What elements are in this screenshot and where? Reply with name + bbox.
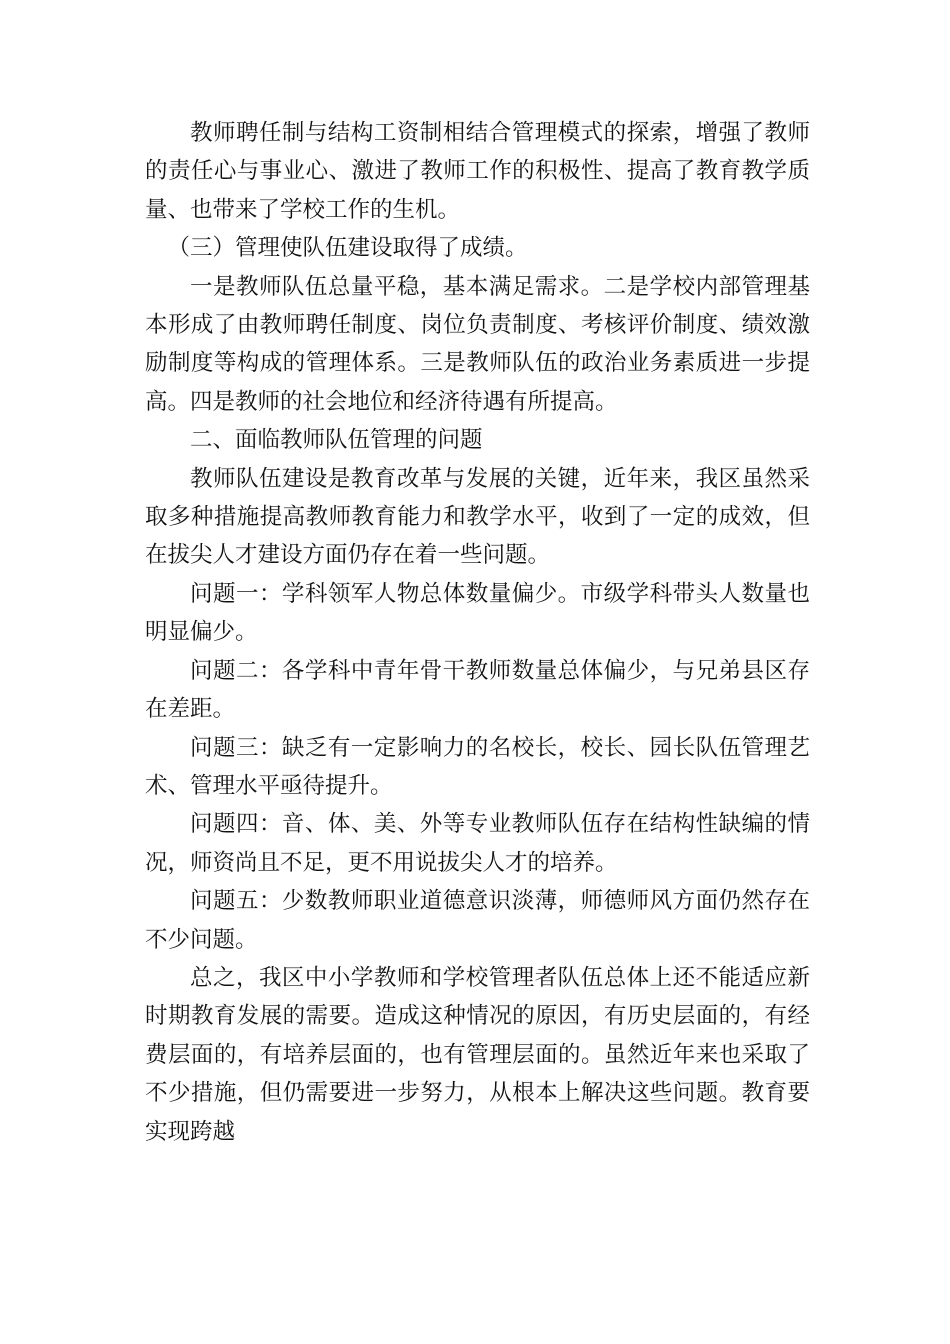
section-heading-problems: 二、面临教师队伍管理的问题 bbox=[190, 427, 483, 454]
paragraph-conclusion: 总之，我区中小学教师和学校管理者队伍总体上还不能适应新时期教育发展的需要。造成这种情况的原因，有历史层面的，有经费层面的，有培养层面的，也有管理层面的。虽然近年来也采取了不少措施，但仍需要进一步努力，从根本上解决这些问题。教育要实现跨越 bbox=[145, 964, 810, 1145]
paragraph-teacher-appointment: 教师聘任制与结构工资制相结合管理模式的探索，增强了教师的责任心与事业心、激进了教师工作的积极性、提高了教育教学质量、也带来了学校工作的生机。 bbox=[145, 120, 810, 223]
paragraph-problem-5: 问题五：少数教师职业道德意识淡薄，师德师风方面仍然存在不少问题。 bbox=[145, 888, 810, 953]
paragraph-problem-3: 问题三：缺乏有一定影响力的名校长，校长、园长队伍管理艺术、管理水平亟待提升。 bbox=[145, 734, 810, 799]
paragraph-problems-intro: 教师队伍建设是教育改革与发展的关键，近年来，我区虽然采取多种措施提高教师教育能力和教学水平，收到了一定的成效，但在拔尖人才建设方面仍存在着一些问题。 bbox=[145, 465, 810, 569]
paragraph-problem-2: 问题二：各学科中青年骨干教师数量总体偏少，与兄弟县区存在差距。 bbox=[145, 657, 810, 723]
paragraph-problem-4: 问题四：音、体、美、外等专业教师队伍存在结构性缺编的情况，师资尚且不足，更不用说拔尖人才的培养。 bbox=[145, 811, 810, 876]
paragraph-problem-1: 问题一：学科领军人物总体数量偏少。市级学科带头人数量也明显偏少。 bbox=[145, 580, 810, 646]
section-heading-achievements: （三）管理使队伍建设取得了成绩。 bbox=[167, 235, 528, 262]
paragraph-achievements: 一是教师队伍总量平稳，基本满足需求。二是学校内部管理基本形成了由教师聘任制度、岗位负责制度、考核评价制度、绩效激励制度等构成的管理体系。三是教师队伍的政治业务素质进一步提高。四是教师的社会地位和经济待遇有所提高。 bbox=[145, 273, 810, 415]
document-body bbox=[145, 114, 810, 1151]
